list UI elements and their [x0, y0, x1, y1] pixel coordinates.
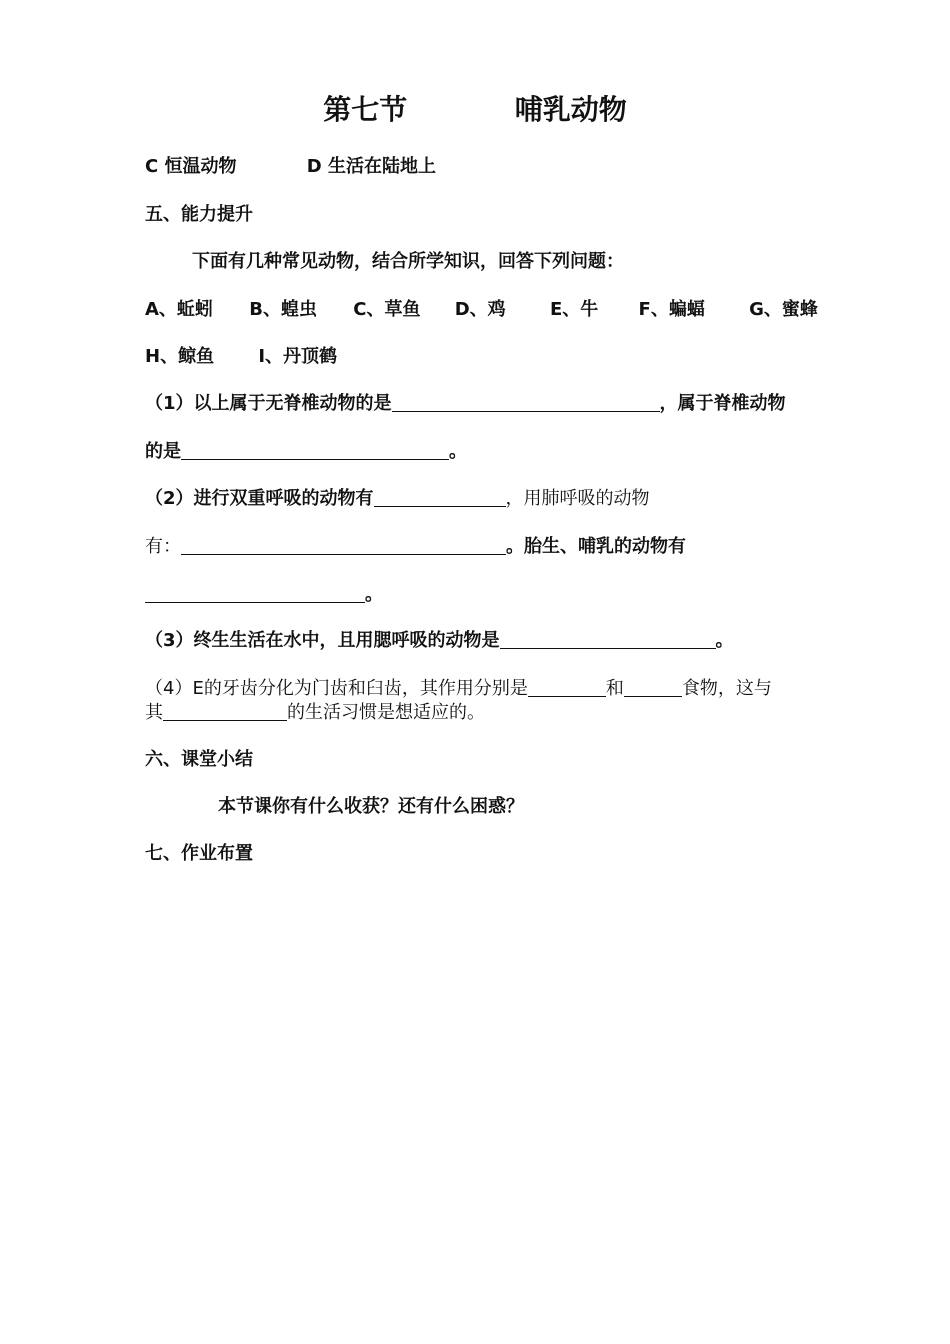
q1-text-b: ，属于脊椎动物 [659, 393, 786, 414]
q4-text-a: （4）E的牙齿分化为门齿和臼齿，其作用分别是 [145, 678, 528, 699]
q1-text-a: （1）以上属于无脊椎动物的是 [145, 393, 392, 414]
animal-a: A、蚯蚓 [145, 299, 213, 320]
q3-text-b: 。 [715, 630, 734, 651]
q2-text-e: 。 [365, 584, 383, 605]
section5-intro: 下面有几种常见动物，结合所学知识，回答下列问题： [192, 251, 624, 272]
title-topic: 哺乳动物 [514, 93, 627, 126]
animal-d: D、鸡 [454, 299, 506, 320]
q4-blank-incisor-function[interactable] [528, 678, 606, 697]
question-4-line2 [145, 698, 485, 724]
q2-text-b: ，用肺呼吸的动物 [505, 488, 650, 509]
question-1-line2 [145, 437, 467, 463]
animal-list-row2 [145, 342, 337, 368]
q1-blank-vertebrates[interactable] [181, 441, 449, 460]
q4-text-d: 其 [145, 702, 163, 723]
animal-f: F、蝙蝠 [638, 299, 705, 320]
q2-blank-lung-breathing[interactable] [181, 536, 506, 555]
q2-blank-double-breathing[interactable] [374, 488, 506, 507]
q2-text-a: （2）进行双重呼吸的动物有 [145, 488, 374, 509]
q4-text-b: 和 [605, 678, 624, 699]
section6-heading: 六、课堂小结 [145, 749, 253, 770]
animal-h: H、鲸鱼 [145, 346, 215, 367]
section6-prompt: 本节课你有什么收获？还有什么困惑？ [218, 796, 524, 817]
q4-blank-molar-function[interactable] [624, 678, 682, 697]
section7-heading: 七、作业布置 [145, 843, 253, 864]
animal-i: I、丹顶鹤 [258, 346, 338, 367]
question-3-line [145, 626, 734, 652]
q4-text-e: 的生活习惯是想适应的。 [287, 702, 485, 723]
title-section: 第七节 [323, 93, 408, 126]
question-2-line3 [145, 580, 383, 606]
question-1-line1 [145, 389, 786, 415]
q3-text-a: （3）终生生活在水中，且用腮呼吸的动物是 [145, 630, 500, 651]
q2-text-c: 有： [145, 536, 181, 557]
previous-options-line [145, 152, 436, 178]
q1-blank-invertebrates[interactable] [392, 393, 660, 412]
animal-g: G、蜜蜂 [749, 299, 818, 320]
q4-blank-habit[interactable] [163, 702, 287, 721]
animal-c: C、草鱼 [353, 299, 421, 320]
question-4-line1 [145, 674, 772, 700]
animal-b: B、蝗虫 [249, 299, 317, 320]
animal-list-row1 [145, 295, 818, 321]
q1-text-c: 的是 [145, 441, 181, 462]
section5-heading: 五、能力提升 [145, 204, 253, 225]
question-2-line1 [145, 484, 650, 510]
q4-text-c: 食物，这与 [681, 678, 772, 699]
page-title [0, 88, 950, 128]
q1-text-d: 。 [449, 441, 467, 462]
q2-blank-mammals[interactable] [145, 584, 365, 603]
q2-text-d: 。胎生、哺乳的动物有 [506, 536, 686, 557]
option-d: D 生活在陆地上 [306, 156, 436, 177]
q3-blank-gill-breathing[interactable] [500, 630, 716, 649]
animal-e: E、牛 [549, 299, 599, 320]
option-c: C 恒温动物 [145, 156, 237, 177]
question-2-line2 [145, 532, 686, 558]
